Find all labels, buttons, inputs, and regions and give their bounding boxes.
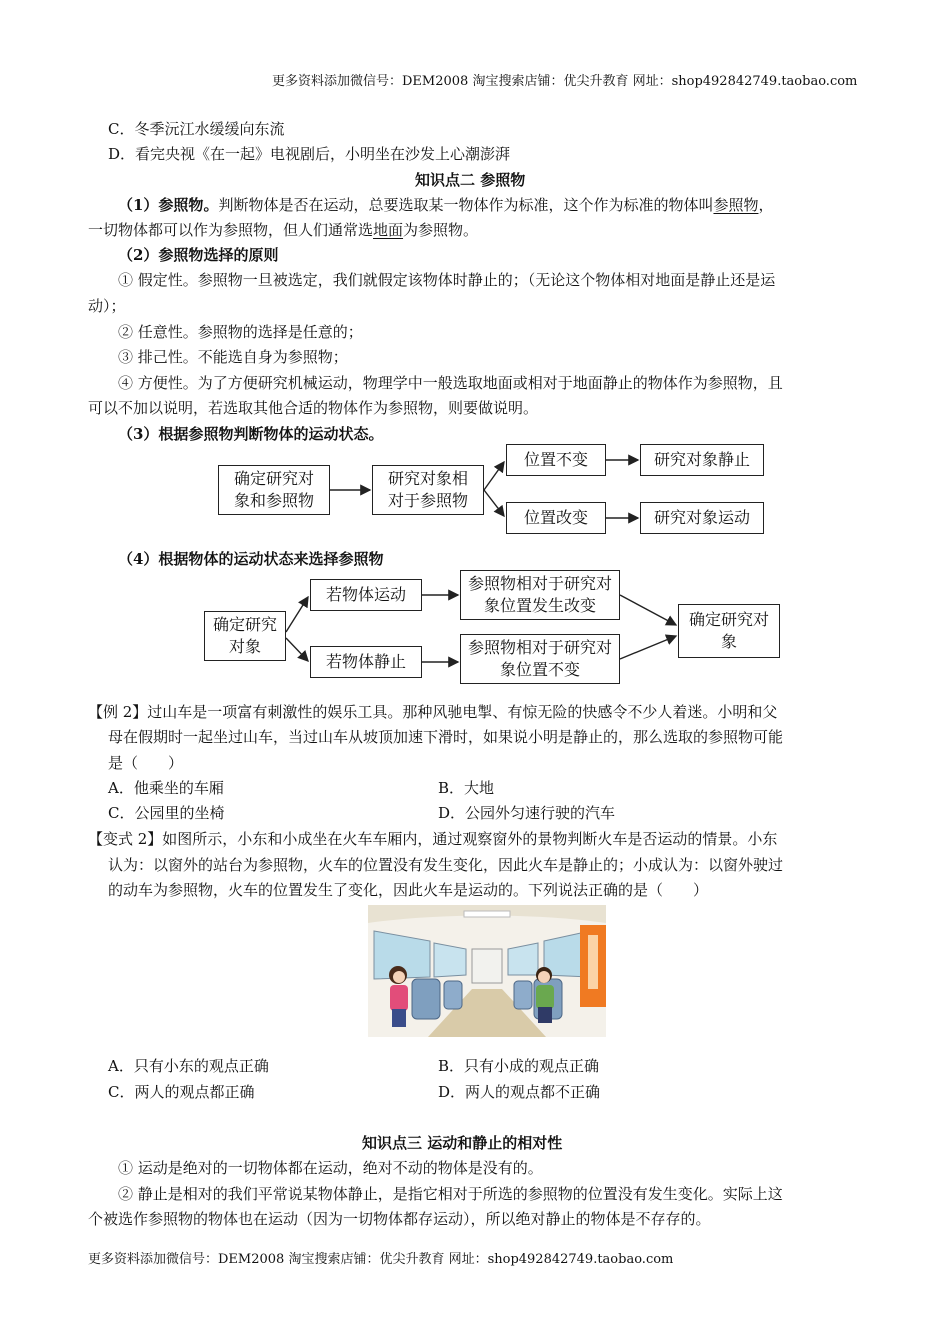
flow2-box-if-static: 若物体静止 (310, 646, 422, 678)
flow1-box-determine: 确定研究对象和参照物 (218, 465, 330, 515)
principle-3: ③ 排己性。不能选自身为参照物； (118, 348, 348, 366)
flow2-box-if-moving: 若物体运动 (310, 579, 422, 611)
variant2-line2: 认为：以窗外的站台为参照物，火车的位置没有发生变化，因此火车是静止的；小成认为：以窗外驶过 (108, 856, 784, 874)
flow2-box-position-same: 参照物相对于研究对象位置不变 (460, 634, 620, 684)
p1-text: 判断物体是否在运动，总要选取某一物体作为标准，这个作为标准的物体叫 (218, 196, 714, 214)
principles-heading: （2）参照物选择的原则 (118, 246, 279, 264)
p1-label: （1）参照物。 (118, 196, 219, 214)
option-c-prev: C．冬季沅江水缓缓向东流 (108, 120, 285, 138)
flow1-box-moving: 研究对象运动 (640, 502, 764, 534)
flow2-box-position-change: 参照物相对于研究对象位置发生改变 (460, 570, 620, 620)
principle-1-cont: 动）； (88, 297, 126, 315)
flow2-box-result: 确定研究对象 (678, 604, 780, 658)
flow1-box-position-unchanged: 位置不变 (506, 444, 606, 476)
flow1-heading: （3）根据参照物判断物体的运动状态。 (118, 425, 384, 443)
variant2-line1: 【变式 2】如图所示，小东和小成坐在火车车厢内，通过观察窗外的景物判断火车是否运动的情景。小东 (88, 830, 778, 848)
principle-4: ④ 方便性。为了方便研究机械运动，物理学中一般选取地面或相对于地面静止的物体作为参照物，且 (118, 374, 783, 392)
p1-line2b: 为参照物。 (403, 221, 479, 239)
flow1-box-relative: 研究对象相对于参照物 (372, 465, 484, 515)
section3-point-1: ① 运动是绝对的一切物体都在运动，绝对不动的物体是没有的。 (118, 1159, 543, 1177)
principle-4-cont: 可以不加以说明，若选取其他合适的物体作为参照物，则要做说明。 (88, 399, 539, 417)
example2-line2: 母在假期时一起坐过山车，当过山车从坡顶加速下滑时，如果说小明是静止的，那么选取的参照物可能 (108, 728, 784, 746)
variant2-option-c: C．两人的观点都正确 (108, 1083, 255, 1101)
example2-line1: 【例 2】过山车是一项富有刺激性的娱乐工具。那种风驰电掣、有惊无险的快感令不少人着迷。小明和父 (88, 703, 778, 721)
p1-text-b: ， (758, 196, 774, 214)
principle-1: ① 假定性。参照物一旦被选定，我们就假定该物体时静止的；（无论这个物体相对地面是静止还是运 (118, 271, 776, 289)
example2-option-c: C．公园里的坐椅 (108, 804, 225, 822)
example2-option-d: D．公园外匀速行驶的汽车 (438, 804, 616, 822)
p1-blank-1: 参照物 (713, 196, 759, 214)
option-d-prev: D．看完央视《在一起》电视剧后，小明坐在沙发上心潮澎湃 (108, 145, 511, 163)
page-footer: 更多资料添加微信号：DEM2008 淘宝搜索店铺：优尖升教育 网址：shop492842749.taobao.com (88, 1252, 674, 1267)
example2-option-b: B．大地 (438, 779, 495, 797)
example2-line3: 是（ ） (108, 754, 184, 772)
section2-title: 知识点二 参照物 (415, 171, 526, 189)
page-header: 更多资料添加微信号：DEM2008 淘宝搜索店铺：优尖升教育 网址：shop492842749.taobao.com (272, 74, 858, 89)
flow1-box-static: 研究对象静止 (640, 444, 764, 476)
variant2-option-d: D．两人的观点都不正确 (438, 1083, 601, 1101)
flow2-box-determine-object: 确定研究对象 (204, 611, 286, 661)
example2-option-a: A．他乘坐的车厢 (108, 779, 224, 797)
variant2-option-a: A．只有小东的观点正确 (108, 1057, 269, 1075)
variant2-option-b: B．只有小成的观点正确 (438, 1057, 600, 1075)
flow2-heading: （4）根据物体的运动状态来选择参照物 (118, 550, 384, 568)
variant2-line3: 的动车为参照物，火车的位置发生了变化，因此火车是运动的。下列说法正确的是（ ） (108, 881, 709, 899)
section3-point-2: ② 静止是相对的我们平常说某物体静止，是指它相对于所选的参照物的位置没有发生变化。实际上这 (118, 1185, 783, 1203)
principle-2: ② 任意性。参照物的选择是任意的； (118, 323, 363, 341)
p1-blank-2: 地面 (373, 221, 404, 239)
p1-line2a: 一切物体都可以作为参照物，但人们通常选 (88, 221, 374, 239)
section3-title: 知识点三 运动和静止的相对性 (362, 1134, 563, 1152)
section3-point-2-cont: 个被选作参照物的物体也在运动（因为一切物体都存运动），所以绝对静止的物体是不存存的。 (88, 1210, 711, 1228)
flow1-box-position-changed: 位置改变 (506, 502, 606, 534)
train-carriage-illustration (368, 905, 606, 1037)
